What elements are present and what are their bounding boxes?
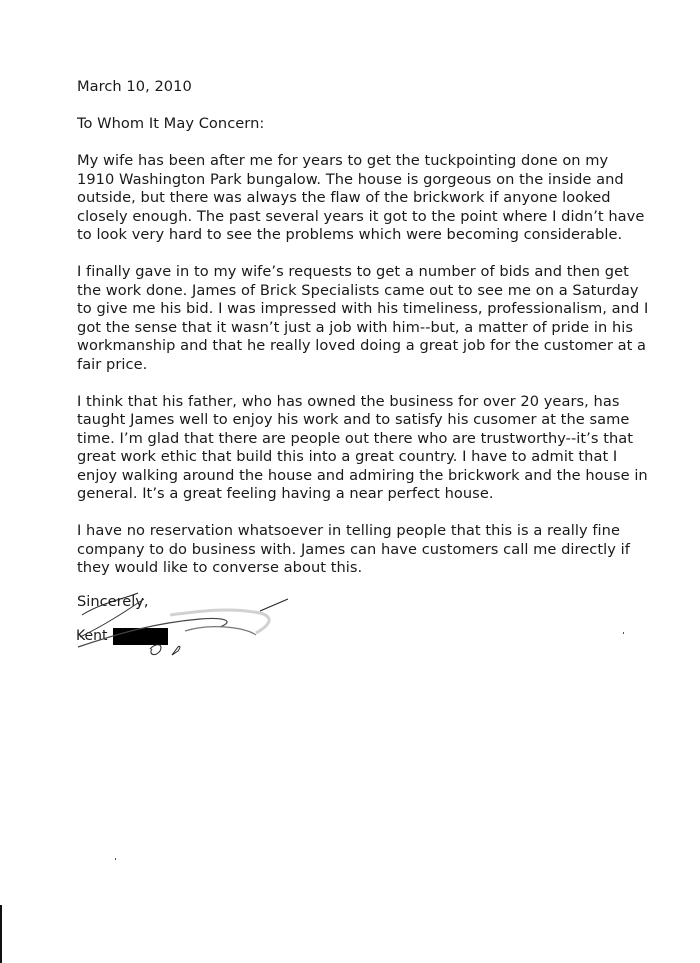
paragraph-line: they would like to converse about this.: [77, 559, 363, 576]
paragraph-2: [77, 263, 649, 374]
paragraph-line: general. It’s a great feeling having a near perfect house.: [77, 485, 494, 502]
paragraph-line: enjoy walking around the house and admiring the brickwork and the house in: [77, 466, 648, 484]
paragraph-line: to look very hard to see the problems which were becoming considerable.: [77, 226, 623, 243]
scan-edge-mark: [0, 905, 2, 963]
signer-name: Kent: [76, 628, 108, 644]
letter-closing: Sincerely,: [77, 593, 149, 610]
letter-body: [77, 78, 649, 578]
paragraph-line: the work done. James of Brick Specialists came out to see me on a Saturday: [77, 281, 639, 299]
paragraph-line: I have no reservation whatsoever in telling people that this is a really fine: [77, 522, 620, 539]
paragraph-line: I finally gave in to my wife’s requests to get a number of bids and then get: [77, 263, 629, 280]
paragraph-line: taught James well to enjoy his work and to satisfy his cusomer at the same: [77, 411, 630, 428]
paragraph-line: time. I’m glad that there are people out there who are trustworthy--it’s that: [77, 429, 634, 447]
paragraph-4: [77, 522, 630, 578]
paragraph-3: [77, 392, 648, 504]
paragraph-line: closely enough. The past several years it got to the point where I didn’t have: [77, 207, 645, 225]
paragraph-line: workmanship and that he really loved doing a great job for the customer at a: [77, 337, 647, 354]
paragraph-line: fair price.: [77, 355, 148, 373]
scan-speck: [623, 632, 624, 634]
handwritten-signature: [60, 585, 320, 675]
scan-speck: [115, 858, 116, 860]
paragraph-line: outside, but there was always the flaw of the brickwork if anyone looked: [77, 189, 611, 206]
paragraph-line: My wife has been after me for years to get the tuckpointing done on my: [77, 152, 609, 169]
letter-date: March 10, 2010: [77, 78, 192, 95]
paragraph-line: great work ethic that build this into a great country. I have to admit that I: [77, 448, 618, 465]
letter-salutation: To Whom It May Concern:: [77, 115, 265, 132]
paragraph-line: to give me his bid. I was impressed with his timeliness, professionalism, and I: [77, 300, 649, 317]
paragraph-1: [77, 152, 645, 245]
paragraph-line: I think that his father, who has owned the business for over 20 years, has: [77, 392, 620, 410]
paragraph-line: 1910 Washington Park bungalow. The house is gorgeous on the inside and: [77, 170, 624, 188]
paragraph-line: company to do business with. James can have customers call me directly if: [77, 540, 630, 558]
paragraph-line: got the sense that it wasn’t just a job with him--but, a matter of pride in his: [77, 318, 634, 336]
